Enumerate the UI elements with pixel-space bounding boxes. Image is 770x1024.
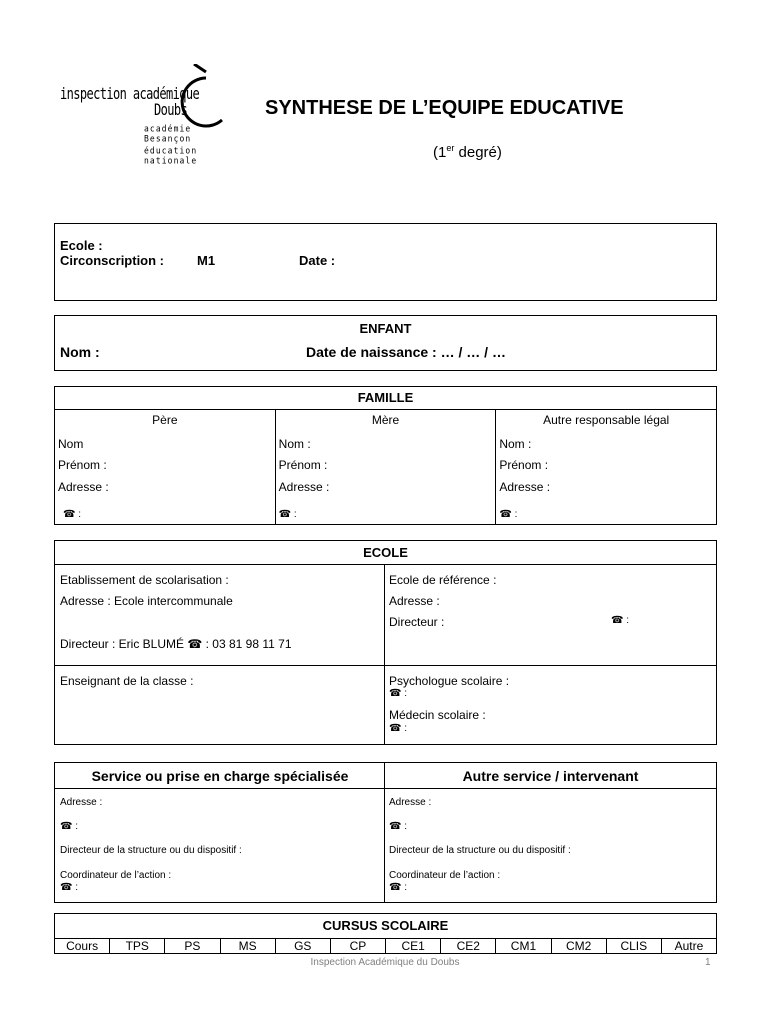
- enseignant-label: Enseignant de la classe :: [60, 674, 194, 688]
- logo-besancon: Besançon: [144, 134, 192, 144]
- footer-text: Inspection Académique du Doubs: [310, 957, 460, 968]
- famille-col-title: Père: [152, 413, 178, 427]
- cursus-heading: CURSUS SCOLAIRE: [55, 914, 716, 939]
- nom-field: Nom: [58, 437, 84, 451]
- service-coordinateur-left: Coordinateur de l’action :: [60, 870, 172, 881]
- service-adresse-right: Adresse :: [389, 797, 432, 808]
- logo-line-2: Doubs: [154, 100, 188, 119]
- cursus-cell: PS: [165, 939, 220, 954]
- service-directeur-left: Directeur de la structure ou du dispositif :: [60, 845, 242, 856]
- enfant-nom-label: Nom :: [60, 344, 100, 360]
- famille-col-autre: [496, 410, 716, 524]
- service-phone-left: ☎ :: [60, 821, 79, 832]
- medecin-phone: ☎ :: [389, 723, 408, 734]
- nom-field: Nom :: [278, 437, 311, 451]
- ecole-heading: ECOLE: [55, 541, 716, 565]
- service-specialise-heading: Service ou prise en charge spécialisée: [55, 763, 385, 789]
- cursus-cell: CM1: [496, 939, 551, 954]
- cursus-cell: TPS: [110, 939, 165, 954]
- document-subtitle: (1er degré): [433, 143, 502, 161]
- prenom-field: Prénom :: [499, 458, 549, 472]
- service-coord-phone-right: ☎ :: [389, 882, 408, 893]
- cursus-cell: GS: [276, 939, 331, 954]
- famille-box: [54, 386, 717, 525]
- ecole-phone-right: ☎ :: [611, 615, 630, 626]
- service-phone-right: ☎ :: [389, 821, 408, 832]
- logo: [56, 64, 236, 174]
- cursus-cell: CM2: [552, 939, 607, 954]
- adresse-field: Adresse :: [499, 480, 551, 494]
- famille-col-title: Mère: [371, 413, 400, 427]
- cursus-cell: Cours: [55, 939, 110, 954]
- logo-line-1: inspection académique: [60, 84, 200, 103]
- service-adresse-left: Adresse :: [60, 797, 103, 808]
- cursus-cell: CE2: [441, 939, 496, 954]
- ecole-box: [54, 540, 717, 745]
- services-box: [54, 762, 717, 903]
- famille-col-pere: [55, 410, 276, 524]
- adresse-field: Adresse :: [58, 480, 109, 494]
- ecole-directeur-left: Directeur : Eric BLUMÉ ☎ : 03 81 98 11 71: [60, 637, 292, 651]
- nom-field: Nom :: [499, 437, 532, 451]
- ecole-label: Ecole :: [60, 238, 103, 253]
- famille-heading: FAMILLE: [55, 387, 716, 410]
- enfant-dob-label: Date de naissance : … / … / …: [306, 344, 506, 360]
- cursus-cell: CP: [331, 939, 386, 954]
- autre-service-heading: Autre service / intervenant: [385, 763, 716, 789]
- cursus-cell: Autre: [674, 939, 704, 953]
- cursus-box: [54, 913, 717, 954]
- cursus-cell: MS: [221, 939, 276, 954]
- date-label: Date :: [299, 253, 336, 268]
- enfant-box: [54, 315, 717, 371]
- service-coordinateur-right: Coordinateur de l’action :: [389, 870, 501, 881]
- page-number: 1: [705, 957, 711, 968]
- famille-col-title: Autre responsable légal: [543, 413, 670, 427]
- circonscription-value: M1: [197, 253, 216, 268]
- ecole-reference-label: Ecole de référence :: [389, 573, 497, 587]
- logo-education: éducation: [144, 146, 198, 156]
- etablissement-label: Etablissement de scolarisation :: [60, 573, 229, 587]
- phone-field: ☎ :: [63, 509, 82, 520]
- document-title: SYNTHESE DE L’EQUIPE EDUCATIVE: [265, 97, 624, 119]
- service-directeur-right: Directeur de la structure ou du dispositif :: [389, 845, 571, 856]
- ecole-adresse-left: Adresse : Ecole intercommunale: [60, 594, 233, 608]
- ecole-directeur-right: Directeur :: [389, 615, 445, 629]
- cursus-cell: CE1: [386, 939, 441, 954]
- enfant-heading: ENFANT: [359, 321, 412, 336]
- psychologue-label: Psychologue scolaire :: [389, 674, 510, 688]
- logo-academie: académie: [144, 124, 192, 134]
- circonscription-label: Circonscription :: [60, 253, 165, 268]
- prenom-field: Prénom :: [278, 458, 328, 472]
- prenom-field: Prénom :: [58, 458, 107, 472]
- school-info-box: [54, 223, 717, 301]
- service-coord-phone-left: ☎ :: [60, 882, 79, 893]
- adresse-field: Adresse :: [278, 480, 330, 494]
- logo-nationale: nationale: [144, 156, 198, 166]
- cursus-cell: CLIS: [607, 939, 662, 954]
- ecole-adresse-right: Adresse :: [389, 594, 440, 608]
- famille-col-mere: [276, 410, 497, 524]
- medecin-label: Médecin scolaire :: [389, 708, 486, 722]
- psychologue-phone: ☎ :: [389, 688, 408, 699]
- phone-field: ☎ :: [499, 509, 518, 520]
- phone-field: ☎ :: [278, 509, 297, 520]
- cursus-row: [55, 939, 716, 954]
